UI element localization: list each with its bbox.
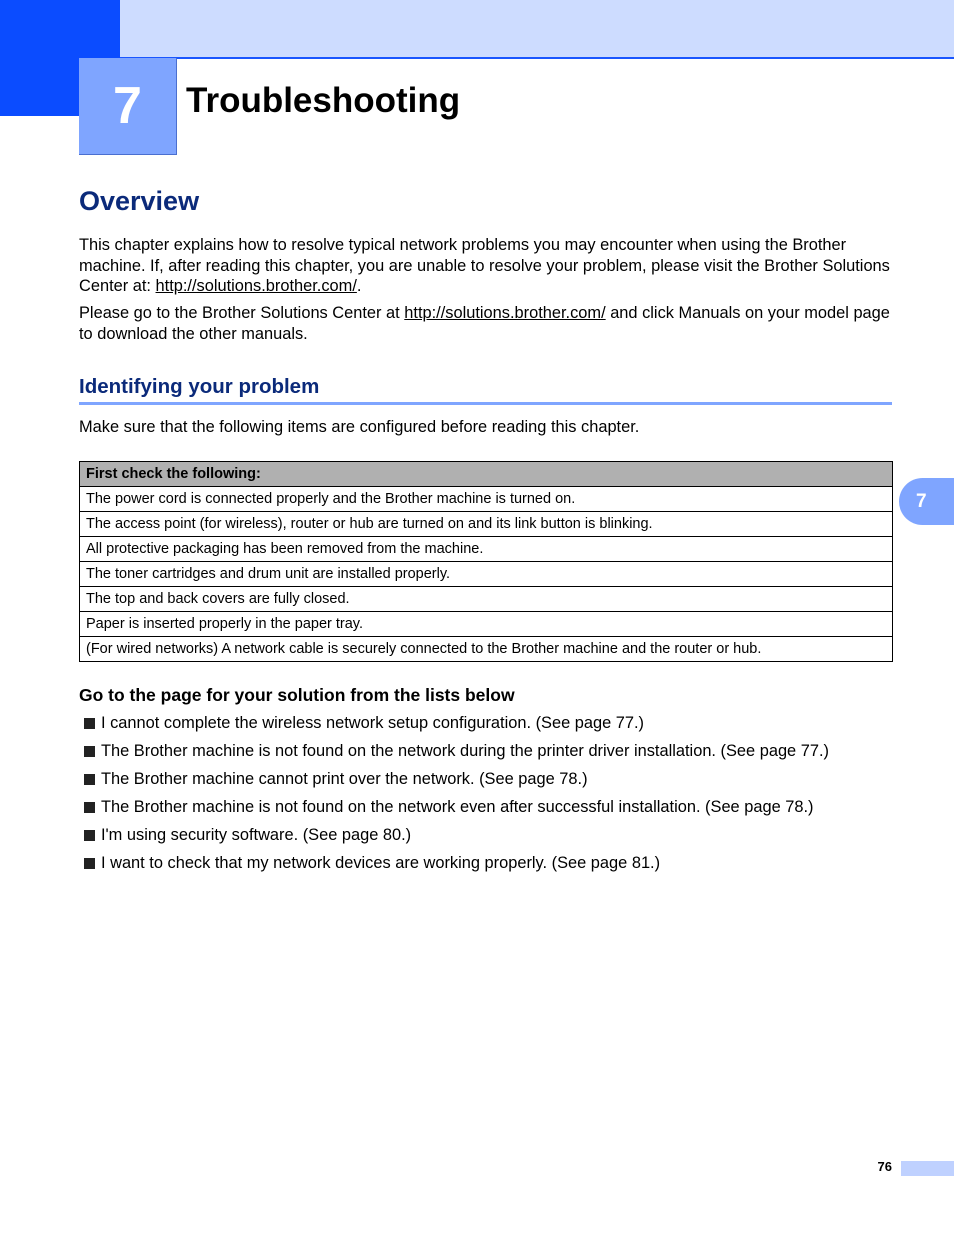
list-item-text: I want to check that my network devices are working properly. (See page 81.) bbox=[101, 854, 661, 872]
solutions-list bbox=[84, 713, 904, 881]
table-row bbox=[80, 537, 893, 562]
list-item-text: I'm using security software. (See page 80.) bbox=[101, 826, 412, 844]
list-item-text: The Brother machine is not found on the network during the printer driver installation. (See page 77.) bbox=[101, 742, 829, 760]
table-row bbox=[80, 637, 893, 662]
page-number: 76 bbox=[877, 1159, 892, 1174]
table-cell: The access point (for wireless), router or hub are turned on and its link button is blinking. bbox=[80, 512, 893, 537]
table-cell: The toner cartridges and drum unit are installed properly. bbox=[80, 562, 893, 587]
overview-paragraph-1-end: . bbox=[356, 277, 362, 295]
table-header-row bbox=[80, 462, 893, 487]
heading-underline bbox=[79, 402, 892, 405]
square-bullet-icon bbox=[84, 858, 95, 869]
list-item[interactable] bbox=[84, 797, 904, 825]
solutions-center-link-1[interactable]: http://solutions.brother.com/ bbox=[155, 277, 357, 295]
solutions-heading: Go to the page for your solution from the lists below bbox=[79, 685, 515, 705]
identifying-problem-heading: Identifying your problem bbox=[79, 375, 320, 398]
list-item-text: The Brother machine cannot print over the network. (See page 78.) bbox=[101, 770, 588, 788]
table-cell: The power cord is connected properly and the Brother machine is turned on. bbox=[80, 487, 893, 512]
list-item[interactable] bbox=[84, 853, 904, 881]
table-cell: (For wired networks) A network cable is securely connected to the Brother machine and the router or hub. bbox=[80, 637, 893, 662]
overview-paragraph-1 bbox=[79, 235, 894, 297]
chapter-number-box: 7 bbox=[79, 58, 177, 155]
table-row bbox=[80, 487, 893, 512]
chapter-title: Troubleshooting bbox=[186, 81, 461, 120]
list-item-text: I cannot complete the wireless network setup configuration. (See page 77.) bbox=[101, 714, 645, 732]
square-bullet-icon bbox=[84, 802, 95, 813]
table-row bbox=[80, 612, 893, 637]
table-row bbox=[80, 587, 893, 612]
table-cell: The top and back covers are fully closed. bbox=[80, 587, 893, 612]
table-row bbox=[80, 562, 893, 587]
identifying-intro: Make sure that the following items are configured before reading this chapter. bbox=[79, 418, 640, 436]
list-item-text: The Brother machine is not found on the network even after successful installation. (See page 78.) bbox=[101, 798, 814, 816]
list-item[interactable] bbox=[84, 769, 904, 797]
table-header: First check the following: bbox=[80, 462, 893, 487]
list-item[interactable] bbox=[84, 713, 904, 741]
solutions-center-link-2[interactable]: http://solutions.brother.com/ bbox=[404, 304, 606, 322]
header-band bbox=[0, 0, 954, 58]
table-cell: Paper is inserted properly in the paper tray. bbox=[80, 612, 893, 637]
table-cell: All protective packaging has been removed from the machine. bbox=[80, 537, 893, 562]
overview-paragraph-1-text: This chapter explains how to resolve typical network problems you may encounter when using the Brother machine. If, after reading this chapter, you are unable to resolve your problem, please visit the Brother Solutions Center at: bbox=[79, 236, 890, 295]
square-bullet-icon bbox=[84, 718, 95, 729]
overview-paragraph-2 bbox=[79, 303, 894, 344]
overview-paragraph-2-end: and click Manuals on your model page to download the other manuals. bbox=[79, 304, 890, 343]
overview-heading: Overview bbox=[79, 186, 200, 216]
square-bullet-icon bbox=[84, 746, 95, 757]
square-bullet-icon bbox=[84, 830, 95, 841]
overview-paragraph-2-text: Please go to the Brother Solutions Center at bbox=[79, 304, 405, 322]
list-item[interactable] bbox=[84, 741, 904, 769]
square-bullet-icon bbox=[84, 774, 95, 785]
chapter-side-tab: 7 bbox=[899, 478, 954, 525]
first-check-table bbox=[79, 461, 893, 662]
header-rule bbox=[120, 57, 954, 59]
list-item[interactable] bbox=[84, 825, 904, 853]
footer-accent-bar bbox=[901, 1161, 954, 1176]
table-row bbox=[80, 512, 893, 537]
